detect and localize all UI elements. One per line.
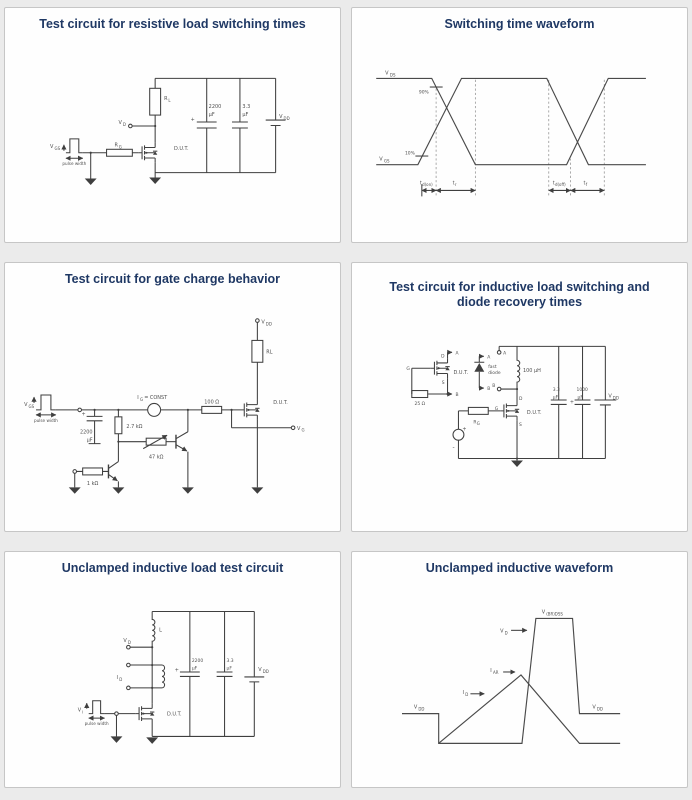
id-label: I	[116, 674, 118, 681]
vd-label-sub: D	[127, 640, 131, 646]
cap-1000-value: 1000	[576, 388, 588, 394]
dut-mosfet	[500, 401, 519, 421]
r47k-label: 47 kΩ	[148, 454, 164, 461]
tdon-label-sub: d(on)	[422, 181, 433, 187]
cap-2200-unit: µF	[86, 437, 93, 444]
rl-label-sub: L	[168, 98, 171, 104]
panel-inductive-switching	[351, 262, 688, 532]
b-label: B	[455, 393, 459, 399]
panel-title: Switching time waveform	[444, 17, 595, 31]
cap-1000uf	[575, 346, 591, 458]
r100-label: 100 Ω	[204, 399, 220, 406]
pulse-width-label: pulse width	[33, 417, 58, 423]
rg-resistor	[107, 149, 133, 156]
pulse-source-icon	[66, 139, 83, 153]
pulse-source-icon	[36, 395, 56, 410]
vgs-label-sub: GS	[383, 158, 390, 164]
tf-label-sub: f	[585, 181, 588, 187]
rl-label: R	[164, 96, 168, 103]
vds-label: V	[385, 70, 389, 77]
ground-icon	[182, 487, 194, 493]
vdd-right-label-sub: DD	[596, 706, 603, 712]
current-source-icon	[148, 403, 161, 416]
cap-33-value: 3.3	[226, 659, 234, 665]
vds-trace	[376, 78, 646, 164]
b-terminal	[497, 387, 501, 391]
panel-switching-waveform	[351, 7, 688, 243]
cap-2200uf	[180, 611, 200, 736]
tf-label: t	[583, 180, 586, 187]
id-terminal-bottom	[127, 686, 131, 690]
rg-label: R	[473, 420, 477, 426]
npn1-leads	[103, 442, 119, 488]
a-term-label: A	[503, 351, 507, 357]
cap-plus-sign: +	[174, 667, 179, 674]
cap-2200uf	[197, 78, 217, 172]
rg-label-sub: G	[476, 420, 480, 426]
fast-label: fast	[488, 365, 497, 371]
s-label: S	[441, 381, 445, 387]
vd-label-sub: D	[122, 121, 126, 127]
cap-33-value: 3.3	[242, 104, 251, 111]
vdd-label: V	[608, 393, 612, 400]
vdd-label: V	[279, 114, 283, 121]
inductive-test-circuit-diagram	[352, 263, 687, 531]
id-sense-wires	[130, 665, 162, 688]
cap-3p3uf	[217, 611, 233, 736]
panel-resistive-switching	[4, 7, 341, 243]
vg-label-sub: G	[301, 427, 305, 433]
rl-label: RL	[266, 349, 273, 356]
vdd-terminal	[256, 319, 260, 323]
s-label: S	[519, 422, 522, 428]
cap-3p3uf	[232, 78, 251, 172]
tdon-label: t	[419, 180, 422, 187]
r1k-wires	[75, 471, 83, 487]
cap-33-unit: µF	[226, 666, 232, 672]
dut-label: D.U.T.	[167, 711, 182, 718]
id-label-sub: D	[465, 691, 469, 697]
tr-label-sub: r	[454, 181, 457, 187]
vdd-label-sub: DD	[283, 116, 290, 122]
pct90-label: 90%	[418, 90, 429, 96]
vdd-battery	[594, 346, 616, 458]
unclamped-waveform-plot	[352, 552, 687, 787]
junction-dot	[151, 664, 153, 666]
vgs-label: V	[379, 156, 383, 163]
junction-dot	[154, 125, 156, 127]
pulse-width-label: pulse width	[84, 721, 109, 727]
vdd-battery	[244, 611, 264, 736]
figure-grid	[4, 7, 688, 788]
cap-plus-sign: +	[190, 117, 195, 124]
diode-b-arrow	[479, 372, 483, 388]
tdoff-label: t	[552, 180, 555, 187]
panel-title: Unclamped inductive load test circuit	[61, 561, 284, 575]
cap-3p3uf	[551, 346, 567, 458]
source-minus: -	[452, 444, 455, 452]
ig-const-label: = CONST	[144, 394, 168, 401]
ground-icon	[85, 179, 97, 185]
vi-label-sub: i	[82, 709, 84, 715]
fast-diode-icon	[474, 363, 484, 372]
r1k-resistor	[83, 468, 103, 475]
vdd-label-sub: DD	[262, 668, 269, 674]
ground-icon	[511, 461, 523, 467]
unclamped-test-circuit-diagram	[5, 552, 340, 787]
vgs-trace	[376, 78, 646, 164]
dut-mosfet	[240, 400, 259, 420]
cap-33-unit: µF	[552, 395, 559, 401]
ground-icon	[146, 737, 158, 743]
rg-label-sub: G	[118, 144, 122, 150]
diode-b-label: B	[487, 387, 491, 393]
cap-2200-value: 2200	[191, 659, 204, 665]
a-arrow	[448, 352, 452, 358]
vd-terminal	[129, 124, 133, 128]
id-label-sub: D	[119, 676, 123, 682]
vgs-label-sub: GS	[54, 145, 61, 151]
title-line-2: diode recovery times	[456, 295, 583, 309]
junction-dot	[151, 687, 153, 689]
r47k-variable-arrow	[143, 435, 167, 448]
tdoff-label-sub: d(off)	[554, 181, 566, 187]
cap-plus-sign: +	[81, 411, 86, 418]
panel-unclamped-circuit	[4, 551, 341, 788]
panel-title: Test circuit for gate charge behavior	[64, 272, 281, 286]
current-sense-coil	[162, 665, 164, 688]
panel-gate-charge	[4, 262, 341, 532]
rg-label: R	[114, 142, 118, 149]
diode-a-arrow	[474, 356, 484, 362]
vi-label: V	[77, 707, 82, 714]
npn2-emitter	[176, 445, 187, 451]
vd-label: V	[500, 628, 504, 635]
vdd-label-sub: DD	[265, 321, 272, 327]
vd-label-sub: D	[504, 630, 508, 636]
panel-unclamped-waveform	[351, 551, 688, 788]
b-term-label: B	[492, 384, 496, 390]
cap-2200-value: 2200	[79, 429, 93, 436]
r25-label: 25 Ω	[414, 401, 425, 407]
gate-terminal	[115, 712, 119, 716]
vdd-label: V	[261, 319, 265, 326]
d-label: D	[441, 354, 445, 360]
vd-label: V	[123, 638, 127, 645]
vd-terminal	[127, 645, 131, 649]
vdd-label-sub: DD	[612, 395, 619, 401]
cap-2200-unit: µF	[208, 112, 215, 119]
resistive-test-circuit-diagram	[5, 8, 340, 242]
dut-label: D.U.T.	[273, 399, 288, 406]
vdd-right-label: V	[592, 704, 596, 711]
cap-33-value: 3.3	[552, 388, 560, 394]
inductor-label: 100 µH	[522, 368, 541, 375]
diode-a-label: A	[487, 355, 491, 361]
vdd-left-label: V	[413, 704, 418, 711]
dut-mosfet	[135, 704, 154, 724]
tr-label: t	[452, 180, 455, 187]
panel-title: Test circuit for resistive load switching times	[39, 17, 306, 31]
panel-title: Unclamped inductive waveform	[425, 561, 614, 575]
vdd-battery	[266, 78, 286, 172]
bottom-rail	[152, 724, 254, 737]
r1k-label: 1 kΩ	[86, 480, 99, 487]
vd-label: V	[118, 120, 122, 127]
vbrdss-label: V	[541, 609, 546, 616]
g-label: G	[494, 406, 499, 412]
vg-wire	[232, 410, 292, 428]
ig-label: I	[137, 394, 139, 401]
dut-label: D.U.T.	[526, 409, 542, 416]
rg-resistor	[468, 407, 488, 414]
r25-resistor	[412, 391, 428, 398]
drain-voltage-trace	[402, 618, 620, 743]
id-label: I	[462, 689, 464, 696]
pct10-label: 10%	[404, 151, 415, 157]
ground-icon	[149, 178, 161, 184]
ig-label-sub: G	[140, 396, 144, 402]
iar-label: I	[490, 667, 492, 674]
id-terminal-top	[127, 663, 131, 667]
vdd-left-label-sub: DD	[418, 706, 425, 712]
r27k-label: 2.7 kΩ	[126, 423, 143, 430]
vgs-label-sub: GS	[28, 403, 35, 409]
vg-terminal	[291, 426, 295, 430]
inductor-100uh	[517, 346, 520, 401]
pulse-source-icon	[89, 701, 105, 714]
vg-label: V	[297, 425, 301, 432]
dut-label: D.U.T.	[453, 370, 469, 377]
source-plus: +	[462, 426, 467, 433]
ground-icon	[111, 736, 123, 742]
diode-label: diode	[488, 371, 501, 377]
junction-dot	[516, 457, 518, 459]
pulse-width-label: pulse width	[62, 161, 87, 167]
ground-icon	[112, 487, 124, 493]
inductor-l	[152, 611, 155, 703]
gate-charge-circuit-diagram	[5, 263, 340, 531]
g-label: G	[406, 367, 410, 373]
vgs-label: V	[24, 401, 28, 408]
dut-mosfet-aux	[431, 358, 450, 378]
junction-dot	[151, 646, 153, 648]
vbrdss-label-sub: (BR)DSS	[546, 611, 563, 617]
ground-icon	[251, 487, 263, 493]
vdd-label: V	[258, 666, 262, 673]
a-terminal	[497, 351, 501, 355]
dut-mosfet	[138, 143, 157, 163]
vds-label-sub: DS	[389, 72, 396, 78]
switching-waveform-plot	[352, 8, 687, 242]
rl-resistor	[252, 340, 263, 362]
ground-icon	[69, 487, 81, 493]
npn1-emitter	[108, 474, 117, 480]
cap-2200-unit: µF	[191, 666, 198, 672]
rl-resistor	[150, 88, 161, 115]
r27k-resistor	[115, 417, 122, 434]
cap-plus-sign: +	[569, 399, 575, 406]
dut-label: D.U.T.	[173, 145, 189, 152]
iar-label-sub: AR	[493, 669, 499, 675]
r100-resistor	[202, 406, 222, 413]
cap-1000-unit: µF	[577, 395, 583, 401]
title-line-1: Test circuit for inductive load switching and	[389, 280, 650, 294]
a-label: A	[455, 351, 459, 357]
cap-2200-value: 2200	[208, 104, 222, 111]
l-label: L	[159, 627, 162, 634]
cap-33-unit: µF	[242, 112, 249, 119]
vgs-label: V	[50, 143, 54, 150]
d-label: D	[519, 396, 523, 402]
r1k-terminal	[73, 470, 77, 474]
